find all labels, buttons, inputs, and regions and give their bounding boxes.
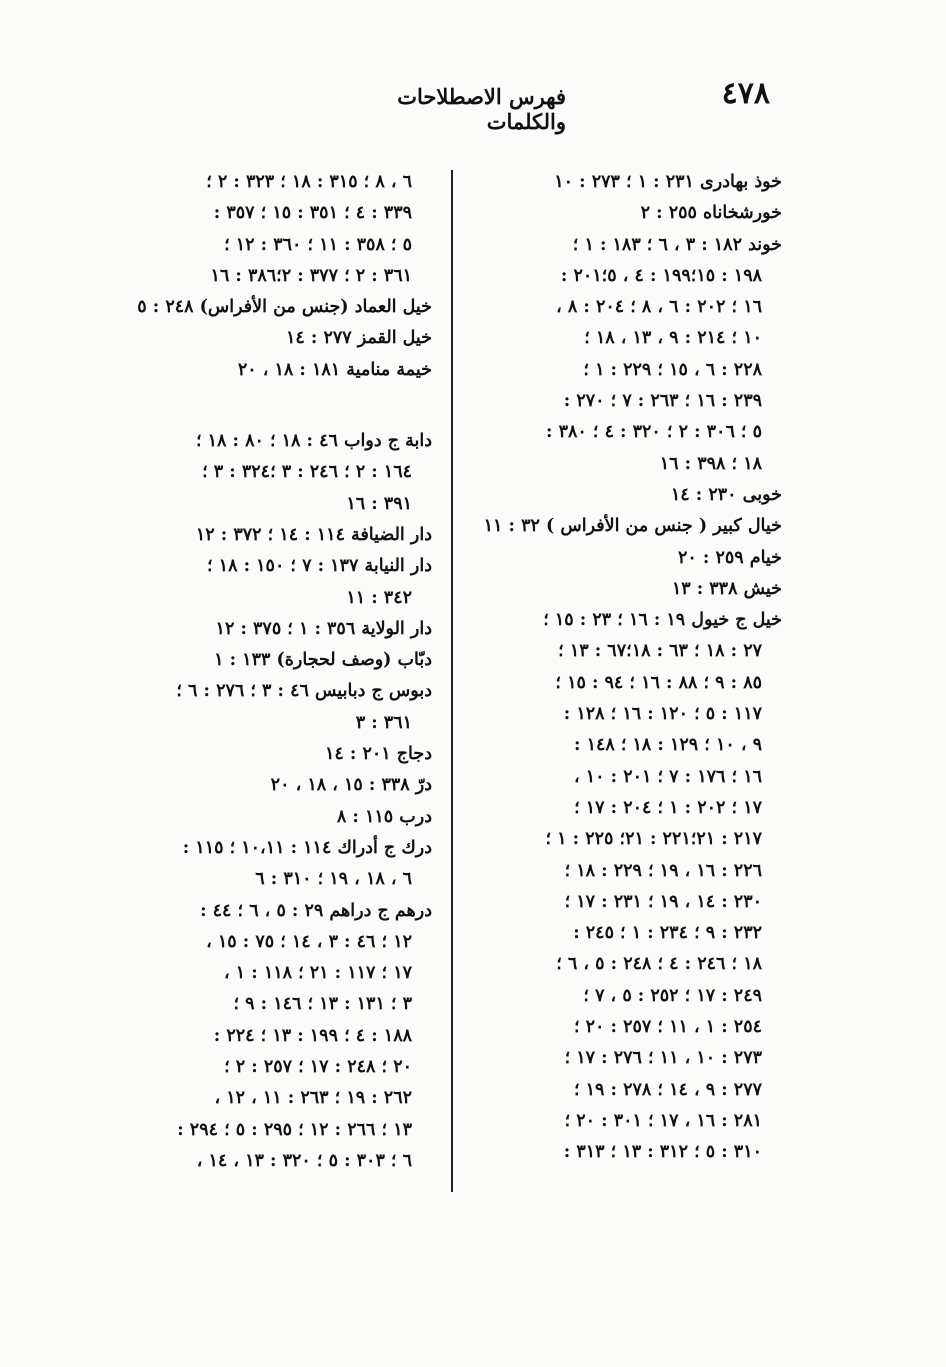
index-continuation-line: ١٧ ؛ ٢٠٢ : ١ ؛ ٢٠٤ : ١٧ ؛ bbox=[574, 797, 762, 818]
index-entry-line: خيل القمز ٢٧٧ : ١٤ bbox=[285, 328, 432, 349]
index-entry-line: خيل العماد (جنس من الأفراس) ٢٤٨ : ٥ bbox=[137, 297, 432, 318]
index-continuation-line: ١١٧ : ٥ ؛ ١٢٠ : ١٦ ؛ ١٢٨ : bbox=[563, 704, 762, 725]
index-continuation-line: ٦ ؛ ٣٠٣ : ٥ ؛ ٣٢٠ : ١٣ ، ١٤ ، bbox=[196, 1150, 412, 1171]
index-continuation-line: ٦ ، ٨ ؛ ٣١٥ : ١٨ ؛ ٣٢٣ : ٢ ؛ bbox=[206, 172, 412, 192]
index-continuation-line: ١٦ ؛ ٢٠٢ : ٦ ، ٨ ؛ ٢٠٤ : ٨ ، bbox=[556, 297, 762, 318]
index-entry-line: دجاج ٢٠١ : ١٤ bbox=[324, 744, 432, 765]
index-continuation-line: ٢٨١ : ١٦ ، ١٧ ؛ ٣٠١ : ٢٠ ؛ bbox=[564, 1110, 762, 1131]
index-continuation-line: ٣٩١ : ١٦ bbox=[346, 493, 412, 514]
index-continuation-line: ١٩٨ : ١٥؛١٩٩ : ٤ ، ٥؛٢٠١ : bbox=[560, 265, 762, 286]
index-continuation-line: ٣٤٢ : ١١ bbox=[346, 587, 412, 608]
index-continuation-line: ١٨ ؛ ٢٤٦ : ٤ ؛ ٢٤٨ : ٥ ، ٦ ؛ bbox=[556, 954, 762, 975]
index-entry-line: درك ج أدراك ١١٤ : ١٠،١١ ؛ ١١٥ : bbox=[182, 837, 432, 858]
index-continuation-line: ١٢ ؛ ٤٦ : ٣ ، ١٤ ؛ ٧٥ : ١٥ ، bbox=[206, 931, 412, 952]
index-entry-line: خيال كبير ( جنس من الأفراس ) ٣٢ : ١١ bbox=[483, 516, 782, 537]
index-continuation-line: ٩ ، ١٠ ؛ ١٢٩ : ١٨ ؛ ١٤٨ : bbox=[574, 735, 762, 756]
index-entry-line: خوبی ٢٣٠ : ١٤ bbox=[670, 484, 782, 505]
column-divider bbox=[451, 170, 453, 1192]
index-continuation-line: ٢٣٢ : ٩ ؛ ٢٣٤ : ١ ؛ ٢٤٥ : bbox=[573, 923, 762, 944]
index-entry-line: درّ ٣٣٨ : ١٥ ، ١٨ ، ٢٠ bbox=[270, 775, 432, 796]
index-continuation-line: ٢١٧ : ٢١؛٢٢١ : ٢١؛ ٢٢٥ : ١ ؛ bbox=[545, 829, 762, 850]
index-entry-line: خيش ٣٣٨ : ١٣ bbox=[671, 578, 782, 599]
index-continuation-line: ١٣ ؛ ٢٦٦ : ١٢ ؛ ٢٩٥ : ٥ ؛ ٢٩٤ : bbox=[177, 1119, 412, 1140]
index-continuation-line: ١٨٨ : ٤ ؛ ١٩٩ : ١٣ ؛ ٢٢٤ : bbox=[213, 1025, 412, 1046]
index-column-right bbox=[466, 167, 782, 1169]
index-continuation-line: ٣٣٩ : ٤ ؛ ٣٥١ : ١٥ ؛ ٣٥٧ : bbox=[213, 203, 412, 224]
index-continuation-line: ٣٦١ : ٣ bbox=[355, 712, 412, 733]
index-continuation-line: ٢٣٠ : ١٤ ، ١٩ ؛ ٢٣١ : ١٧ ؛ bbox=[564, 891, 762, 912]
index-continuation-line: ٢٧٧ : ٩ ، ١٤ ؛ ٢٧٨ : ١٩ ؛ bbox=[574, 1079, 762, 1100]
index-continuation-line: ٨٥ : ٩ ؛ ٨٨ : ١٦ ؛ ٩٤ : ١٥ ؛ bbox=[555, 672, 762, 693]
index-continuation-line: ٢٥٤ : ١ ، ١١ ؛ ٢٥٧ : ٢٠ ؛ bbox=[574, 1017, 762, 1038]
index-continuation-line: ٢٠ ؛ ٢٤٨ : ١٧ ؛ ٢٥٧ : ٢ ؛ bbox=[224, 1057, 412, 1078]
index-continuation-line: ١٧ ؛ ١١٧ : ٢١ ؛ ١١٨ : ١ ، bbox=[224, 963, 412, 984]
index-entry-line: دار الولاية ٣٥٦ : ١ ؛ ٣٧٥ : ١٢ bbox=[215, 618, 432, 639]
index-entry-line: خوذ بهادری ٢٣١ : ١ ؛ ٢٧٣ : ١٠ bbox=[554, 172, 782, 192]
index-continuation-line: ٢٤٩ : ١٧ ؛ ٢٥٢ : ٥ ، ٧ ؛ bbox=[583, 985, 762, 1006]
page-number: ٤٧٨ bbox=[721, 76, 770, 111]
index-continuation-line: ٦ ، ١٨ ، ١٩ ؛ ٣١٠ : ٦ bbox=[255, 869, 412, 890]
index-continuation-line: ٢٢٦ : ١٦ ، ١٩ ؛ ٢٢٩ : ١٨ ؛ bbox=[564, 860, 762, 881]
index-continuation-line: ٢٧ : ١٨ ؛ ٦٣ : ١٨؛٦٧ : ١٣ ؛ bbox=[558, 641, 762, 662]
index-entry-line: دار الضيافة ١١٤ : ١٤ ؛ ٣٧٢ : ١٢ bbox=[195, 524, 432, 545]
index-continuation-line: ٥ ؛ ٣٥٨ : ١١ ؛ ٣٦٠ : ١٢ ؛ bbox=[224, 234, 412, 255]
index-column-left bbox=[120, 167, 432, 1177]
index-entry-line: دبّاب (وصف لحجارة) ١٣٣ : ١ bbox=[214, 650, 432, 671]
index-entry-line: خيمة منامية ١٨١ : ١٨ ، ٢٠ bbox=[237, 359, 432, 380]
index-continuation-line: ١٨ ؛ ٣٩٨ : ١٦ bbox=[659, 453, 762, 474]
index-continuation-line: ٣ ؛ ١٣١ : ١٣ ؛ ١٤٦ : ٩ ؛ bbox=[233, 994, 412, 1015]
index-entry-line: خورشخاناه ٢٥٥ : ٢ bbox=[640, 203, 782, 224]
index-entry-line bbox=[120, 386, 432, 426]
index-entry-line: دبوس ج دبابيس ٤٦ : ٣ ؛ ٢٧٦ : ٦ ؛ bbox=[176, 681, 432, 702]
index-continuation-line: ٣١٠ : ٥ ؛ ٣١٢ : ١٣ ؛ ٣١٣ : bbox=[563, 1142, 762, 1163]
index-continuation-line: ٢٣٩ : ١٦ ؛ ٢٦٣ : ٧ ؛ ٢٧٠ : bbox=[563, 391, 762, 412]
index-entry-line: دار النيابة ١٣٧ : ٧ ؛ ١٥٠ : ١٨ ؛ bbox=[207, 556, 432, 577]
index-continuation-line: ١٠ ؛ ٢١٤ : ٩ ، ١٣ ، ١٨ ؛ bbox=[584, 328, 762, 349]
index-entry-line: خيام ٢٥٩ : ٢٠ bbox=[677, 547, 782, 568]
index-entry-line: درب ١١٥ : ٨ bbox=[336, 806, 432, 827]
index-continuation-line: ٣٦١ : ٢ ؛ ٣٧٧ : ٢؛٣٨٦ : ١٦ bbox=[210, 265, 412, 286]
index-continuation-line: ٢٧٣ : ١٠ ، ١١ ؛ ٢٧٦ : ١٧ ؛ bbox=[564, 1048, 762, 1069]
index-continuation-line: ٥ ؛ ٣٠٦ : ٢ ؛ ٣٢٠ : ٤ ؛ ٣٨٠ : bbox=[546, 422, 762, 443]
index-entry-line: دابة ج دواب ٤٦ : ١٨ ؛ ٨٠ : ١٨ ؛ bbox=[195, 431, 432, 452]
index-continuation-line: ٢٢٨ : ٦ ، ١٥ ؛ ٢٢٩ : ١ ؛ bbox=[583, 359, 762, 380]
index-continuation-line: ١٦٤ : ٢ ؛ ٢٤٦ : ٣ ؛٣٢٤ : ٣ ؛ bbox=[202, 462, 412, 483]
index-entry-line: خيل ج خيول ١٩ : ١٦ ؛ ٢٣ : ١٥ ؛ bbox=[543, 610, 782, 631]
index-continuation-line: ١٦ ؛ ١٧٦ : ٧ ؛ ٢٠١ : ١٠ ، bbox=[574, 766, 762, 787]
index-entry-line: درهم ج دراهم ٢٩ : ٥ ، ٦ ؛ ٤٤ : bbox=[200, 900, 432, 921]
index-continuation-line: ٢٦٢ : ١٩ ؛ ٢٦٣ : ١١ ، ١٢ ، bbox=[214, 1088, 412, 1109]
index-entry-line: خوند ١٨٢ : ٣ ، ٦ ؛ ١٨٣ : ١ ؛ bbox=[572, 234, 782, 255]
running-head: فهرس الاصطلاحات والكلمات bbox=[397, 84, 566, 134]
